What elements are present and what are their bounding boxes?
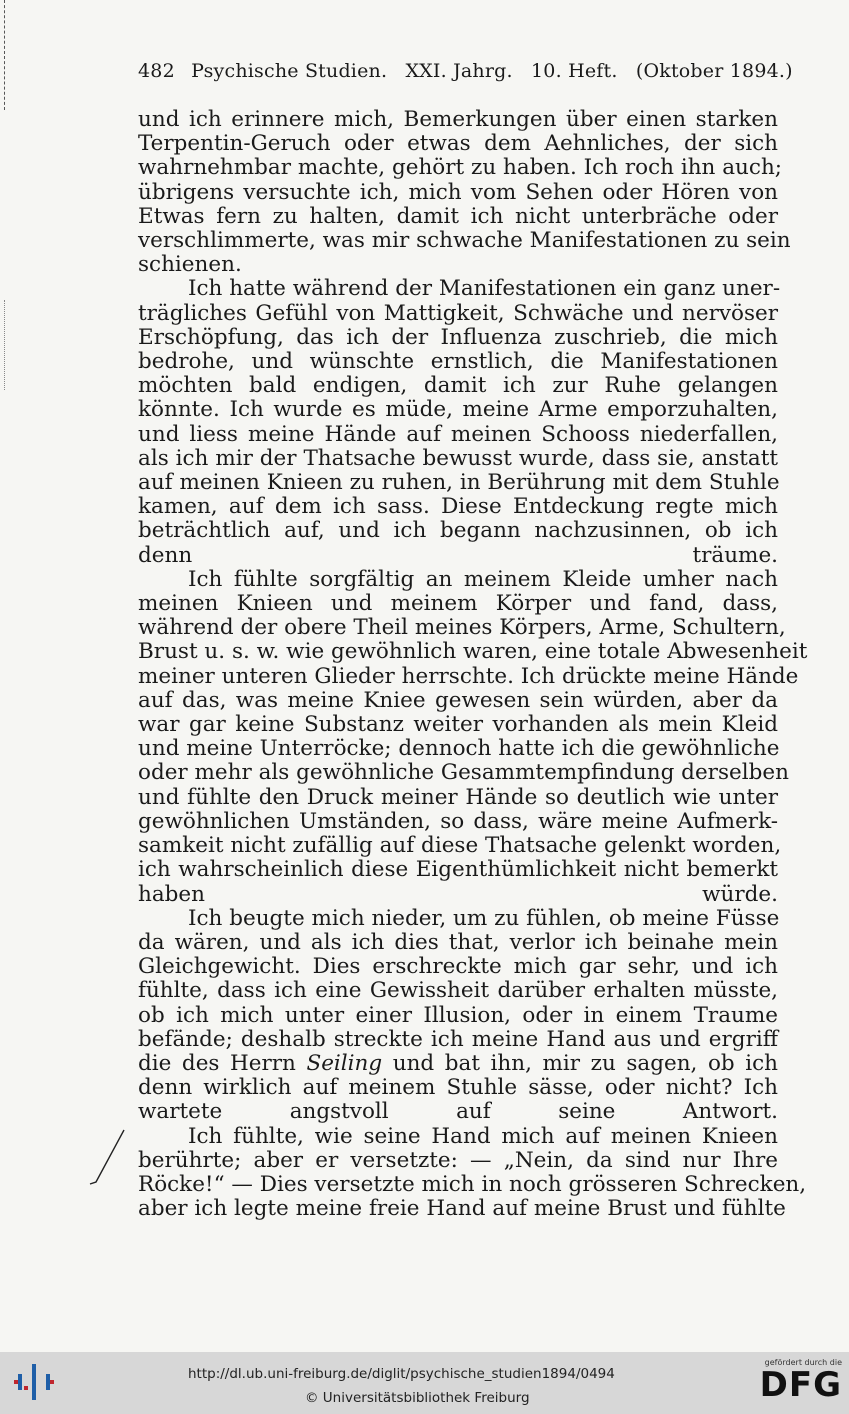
text-line: die des Herrn Seiling und bat ihn, mir zu sagen, ob ich bbox=[138, 1050, 778, 1076]
body-text bbox=[138, 107, 808, 1222]
text-line: fühlte, dass ich eine Gewissheit darüber erhalten müsste, bbox=[138, 978, 778, 1004]
text-line: oder mehr als gewöhnliche Gesammtempfindung derselben bbox=[138, 760, 789, 786]
text-line: Gleichgewicht. Dies erschreckte mich gar sehr, und ich bbox=[138, 954, 778, 980]
funding-note: gefördert durch die bbox=[764, 1358, 842, 1367]
text-line: haben würde. bbox=[138, 881, 778, 907]
journal-title: Psychische Studien. bbox=[191, 60, 388, 82]
text-line: Röcke!“ — Dies versetzte mich in noch grösseren Schrecken, bbox=[138, 1171, 807, 1197]
text-line: Terpentin-Geruch oder etwas dem Aehnliches, der sich bbox=[138, 131, 778, 157]
text-line: übrigens versuchte ich, mich vom Sehen oder Hören von bbox=[138, 179, 778, 205]
text-line: während der obere Theil meines Körpers, Arme, Schultern, bbox=[138, 615, 786, 641]
text-line: Brust u. s. w. wie gewöhnlich waren, eine totale Abwesenheit bbox=[138, 639, 808, 665]
dfg-logo-text: DFG bbox=[759, 1365, 842, 1405]
text-line: befände; deshalb streckte ich meine Hand aus und ergriff bbox=[138, 1026, 778, 1052]
text-line: war gar keine Substanz weiter vorhanden als mein Kleid bbox=[138, 712, 778, 738]
footer-bar bbox=[0, 1352, 849, 1414]
paragraph bbox=[138, 276, 781, 568]
text-line: als ich mir der Thatsache bewusst wurde, dass sie, anstatt bbox=[138, 445, 778, 471]
text-line: Ich beugte mich nieder, um zu fühlen, ob meine Füsse bbox=[188, 905, 780, 931]
text-line: Ich hatte während der Manifestationen ein ganz uner- bbox=[188, 276, 781, 302]
paragraph bbox=[138, 907, 778, 1125]
paragraph bbox=[138, 1123, 807, 1222]
text-line: berührte; aber er versetzte: — „Nein, da sind nur Ihre bbox=[138, 1147, 778, 1173]
text-line: wahrnehmbar machte, gehört zu haben. Ich roch ihn auch; bbox=[138, 155, 783, 181]
text-line: wartete angstvoll auf seine Antwort. bbox=[138, 1099, 778, 1125]
text-line: Ich fühlte sorgfältig an meinem Kleide umher nach bbox=[188, 566, 778, 592]
text-line: meinen Knieen und meinem Körper und fand, dass, bbox=[138, 591, 778, 617]
text-line: und liess meine Hände auf meinen Schooss niederfallen, bbox=[138, 421, 778, 447]
volume: XXI. Jahrg. bbox=[405, 60, 513, 82]
issue-date: (Oktober 1894.) bbox=[635, 60, 793, 82]
text-line: und ich erinnere mich, Bemerkungen über einen starken bbox=[138, 107, 778, 132]
text-line: Ich fühlte, wie seine Hand mich auf meinen Knieen bbox=[188, 1123, 778, 1149]
text-line: verschlimmerte, was mir schwache Manifestationen zu sein bbox=[138, 228, 791, 254]
running-header bbox=[138, 60, 793, 86]
issue: 10. Heft. bbox=[531, 60, 618, 82]
text-line: aber ich legte meine freie Hand auf meine Brust und fühlte bbox=[138, 1196, 786, 1222]
text-line: und meine Unterröcke; dennoch hatte ich die gewöhnliche bbox=[138, 736, 780, 762]
permalink-url[interactable]: http://dl.ub.uni-freiburg.de/diglit/psychische_studien1894/0494 bbox=[188, 1366, 615, 1382]
text-line: schienen. bbox=[138, 252, 242, 278]
text-line: denn träume. bbox=[138, 542, 778, 568]
text-line: denn wirklich auf meinem Stuhle sässe, oder nicht? Ich bbox=[138, 1075, 778, 1101]
text-line: ich wahrscheinlich diese Eigenthümlichkeit nicht bemerkt bbox=[138, 857, 778, 883]
text-line: trägliches Gefühl von Mattigkeit, Schwäche und nervöser bbox=[138, 300, 778, 326]
scan-edge-mark bbox=[4, 300, 8, 390]
text-line: meiner unteren Glieder herrschte. Ich drückte meine Hände bbox=[138, 663, 799, 689]
text-line: kamen, auf dem ich sass. Diese Entdeckung regte mich bbox=[138, 494, 778, 520]
paragraph bbox=[138, 566, 808, 907]
text-line: bedrohe, und wünschte ernstlich, die Manifestationen bbox=[138, 349, 778, 375]
handwritten-margin-mark bbox=[88, 1128, 128, 1190]
scan-edge-mark bbox=[4, 0, 8, 110]
text-line: Etwas fern zu halten, damit ich nicht unterbräche oder bbox=[138, 203, 778, 229]
italic-name: Seiling bbox=[306, 1050, 383, 1076]
paragraph bbox=[138, 107, 791, 278]
text-line: ob ich mich unter einer Illusion, oder in einem Traume bbox=[138, 1002, 778, 1028]
text-line: Erschöpfung, das ich der Influenza zuschrieb, die mich bbox=[138, 324, 778, 350]
text-line: samkeit nicht zufällig auf diese Thatsache gelenkt worden, bbox=[138, 833, 782, 859]
dfg-logo bbox=[750, 1358, 842, 1408]
text-line: auf das, was meine Kniee gewesen sein würden, aber da bbox=[138, 687, 778, 713]
ub-freiburg-logo-icon bbox=[14, 1364, 54, 1400]
text-line: möchten bald endigen, damit ich zur Ruhe gelangen bbox=[138, 373, 778, 399]
text-line: beträchtlich auf, und ich begann nachzusinnen, ob ich bbox=[138, 518, 778, 544]
copyright-notice: © Universitätsbibliothek Freiburg bbox=[305, 1390, 530, 1406]
page-number: 482 bbox=[138, 60, 175, 82]
text-line: auf meinen Knieen zu ruhen, in Berührung mit dem Stuhle bbox=[138, 470, 780, 496]
text-line: und fühlte den Druck meiner Hände so deutlich wie unter bbox=[138, 784, 778, 810]
text-line: da wären, und als ich dies that, verlor ich beinahe mein bbox=[138, 929, 778, 955]
text-line: könnte. Ich wurde es müde, meine Arme emporzuhalten, bbox=[138, 397, 778, 423]
text-line: gewöhnlichen Umständen, so dass, wäre meine Aufmerk- bbox=[138, 808, 778, 834]
